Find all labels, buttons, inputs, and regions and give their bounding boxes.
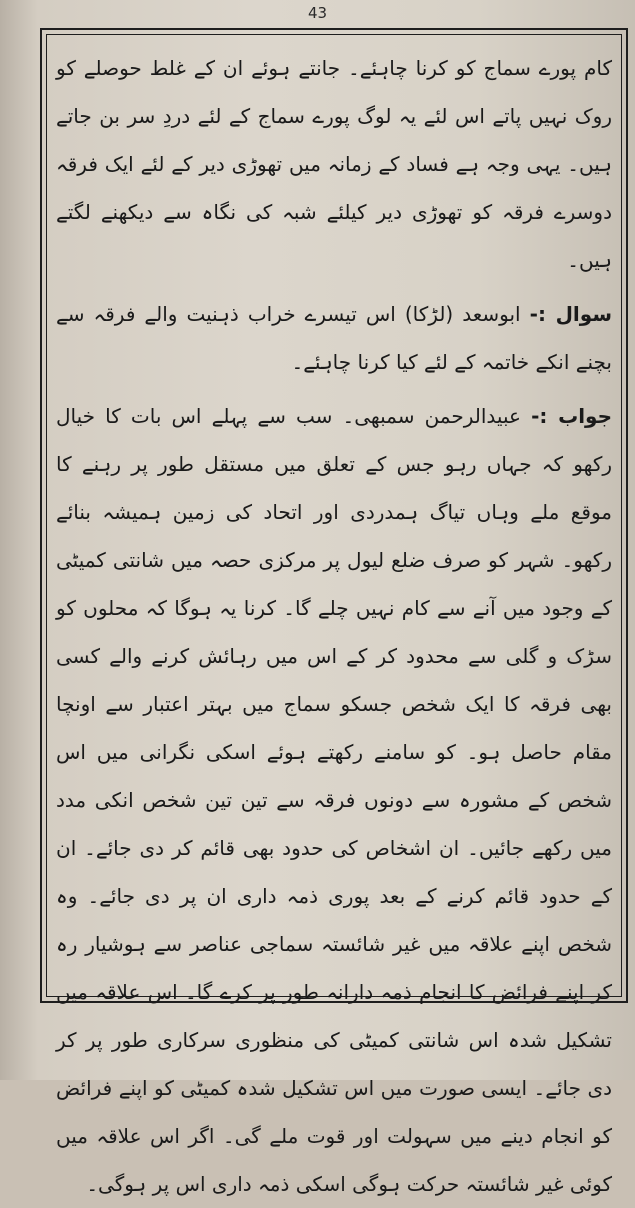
body-text [56, 44, 613, 1196]
page-number: 43 [307, 4, 328, 22]
paragraph-intro [56, 44, 612, 284]
question-label: سوال :- [529, 302, 612, 326]
paragraph-answer [56, 392, 612, 1208]
answer-label: جواب :- [531, 404, 613, 428]
paragraph-text: کام پورے سماج کو کرنا چاہئے۔ جانتے ہوئے ان کے غلط حوصلے کو روک نہیں پاتے اس لئے یہ لوگ پورے سماج کے لئے دردِ سر بن جاتے ہیں۔ یہی وجہ ہے فساد کے زمانہ میں تھوڑی دیر کے لئے ایک فرقہ دوسرے فرقہ کو تھوڑی دیر کیلئے شبہ کی نگاہ سے دیکھنے لگتے ہیں۔ [56, 56, 612, 272]
paragraph-question [56, 290, 612, 386]
question-text: ابوسعد (لڑکا) اس تیسرے خراب ذہنیت والے فرقہ سے بچنے انکے خاتمہ کے لئے کیا کرنا چاہئے۔ [56, 302, 612, 374]
answer-text: عبیدالرحمن سمبھی۔ سب سے پہلے اس بات کا خیال رکھو کہ جہاں رہو جس کے تعلق میں مستقل طور پر رہنے کا موقع ملے وہاں تیاگ ہمدردی اور اتحاد کی زمین ہمیشہ بنائے رکھو۔ شہر کو صرف ضلع لیول پر مرکزی حصہ میں شانتی کمیٹی کے وجود میں آنے سے کام نہیں چلے گا۔ کرنا یہ ہوگا کہ محلوں کو سڑک و گلی سے محدود کر کے اس میں رہائش کرنے والے کسی بھی فرقہ کا ایک شخص جسکو سماج میں بہتر اعتبار سے اونچا مقام حاصل ہو۔ کو سامنے رکھتے ہوئے اسکی نگرانی میں اس شخص کے مشورہ سے دونوں فرقہ سے تین تین شخص انکی مدد میں رکھے جائیں۔ ان اشخاص کی حدود بھی قائم کر دی جائے۔ ان کے حدود قائم کرنے کے بعد پوری ذمہ داری ان پر دی جائے۔ وہ شخص اپنے علاقہ میں غیر شائستہ سماجی عناصر سے ہوشیار رہ کر اپنے فرائض کا انجام ذمہ دارانہ طور پر کرے گا۔ اس علاقہ میں تشکیل شدہ اس شانتی کمیٹی کی منظوری سرکاری طور پر کر دی جائے۔ ایسی صورت میں اس تشکیل شدہ کمیٹی کو اپنے فرائض کو انجام دینے میں سہولت اور قوت ملے گی۔ اگر اس علاقہ میں کوئی غیر شائستہ حرکت ہوگی اسکی ذمہ داری اس پر ہوگی۔ [56, 404, 612, 1196]
